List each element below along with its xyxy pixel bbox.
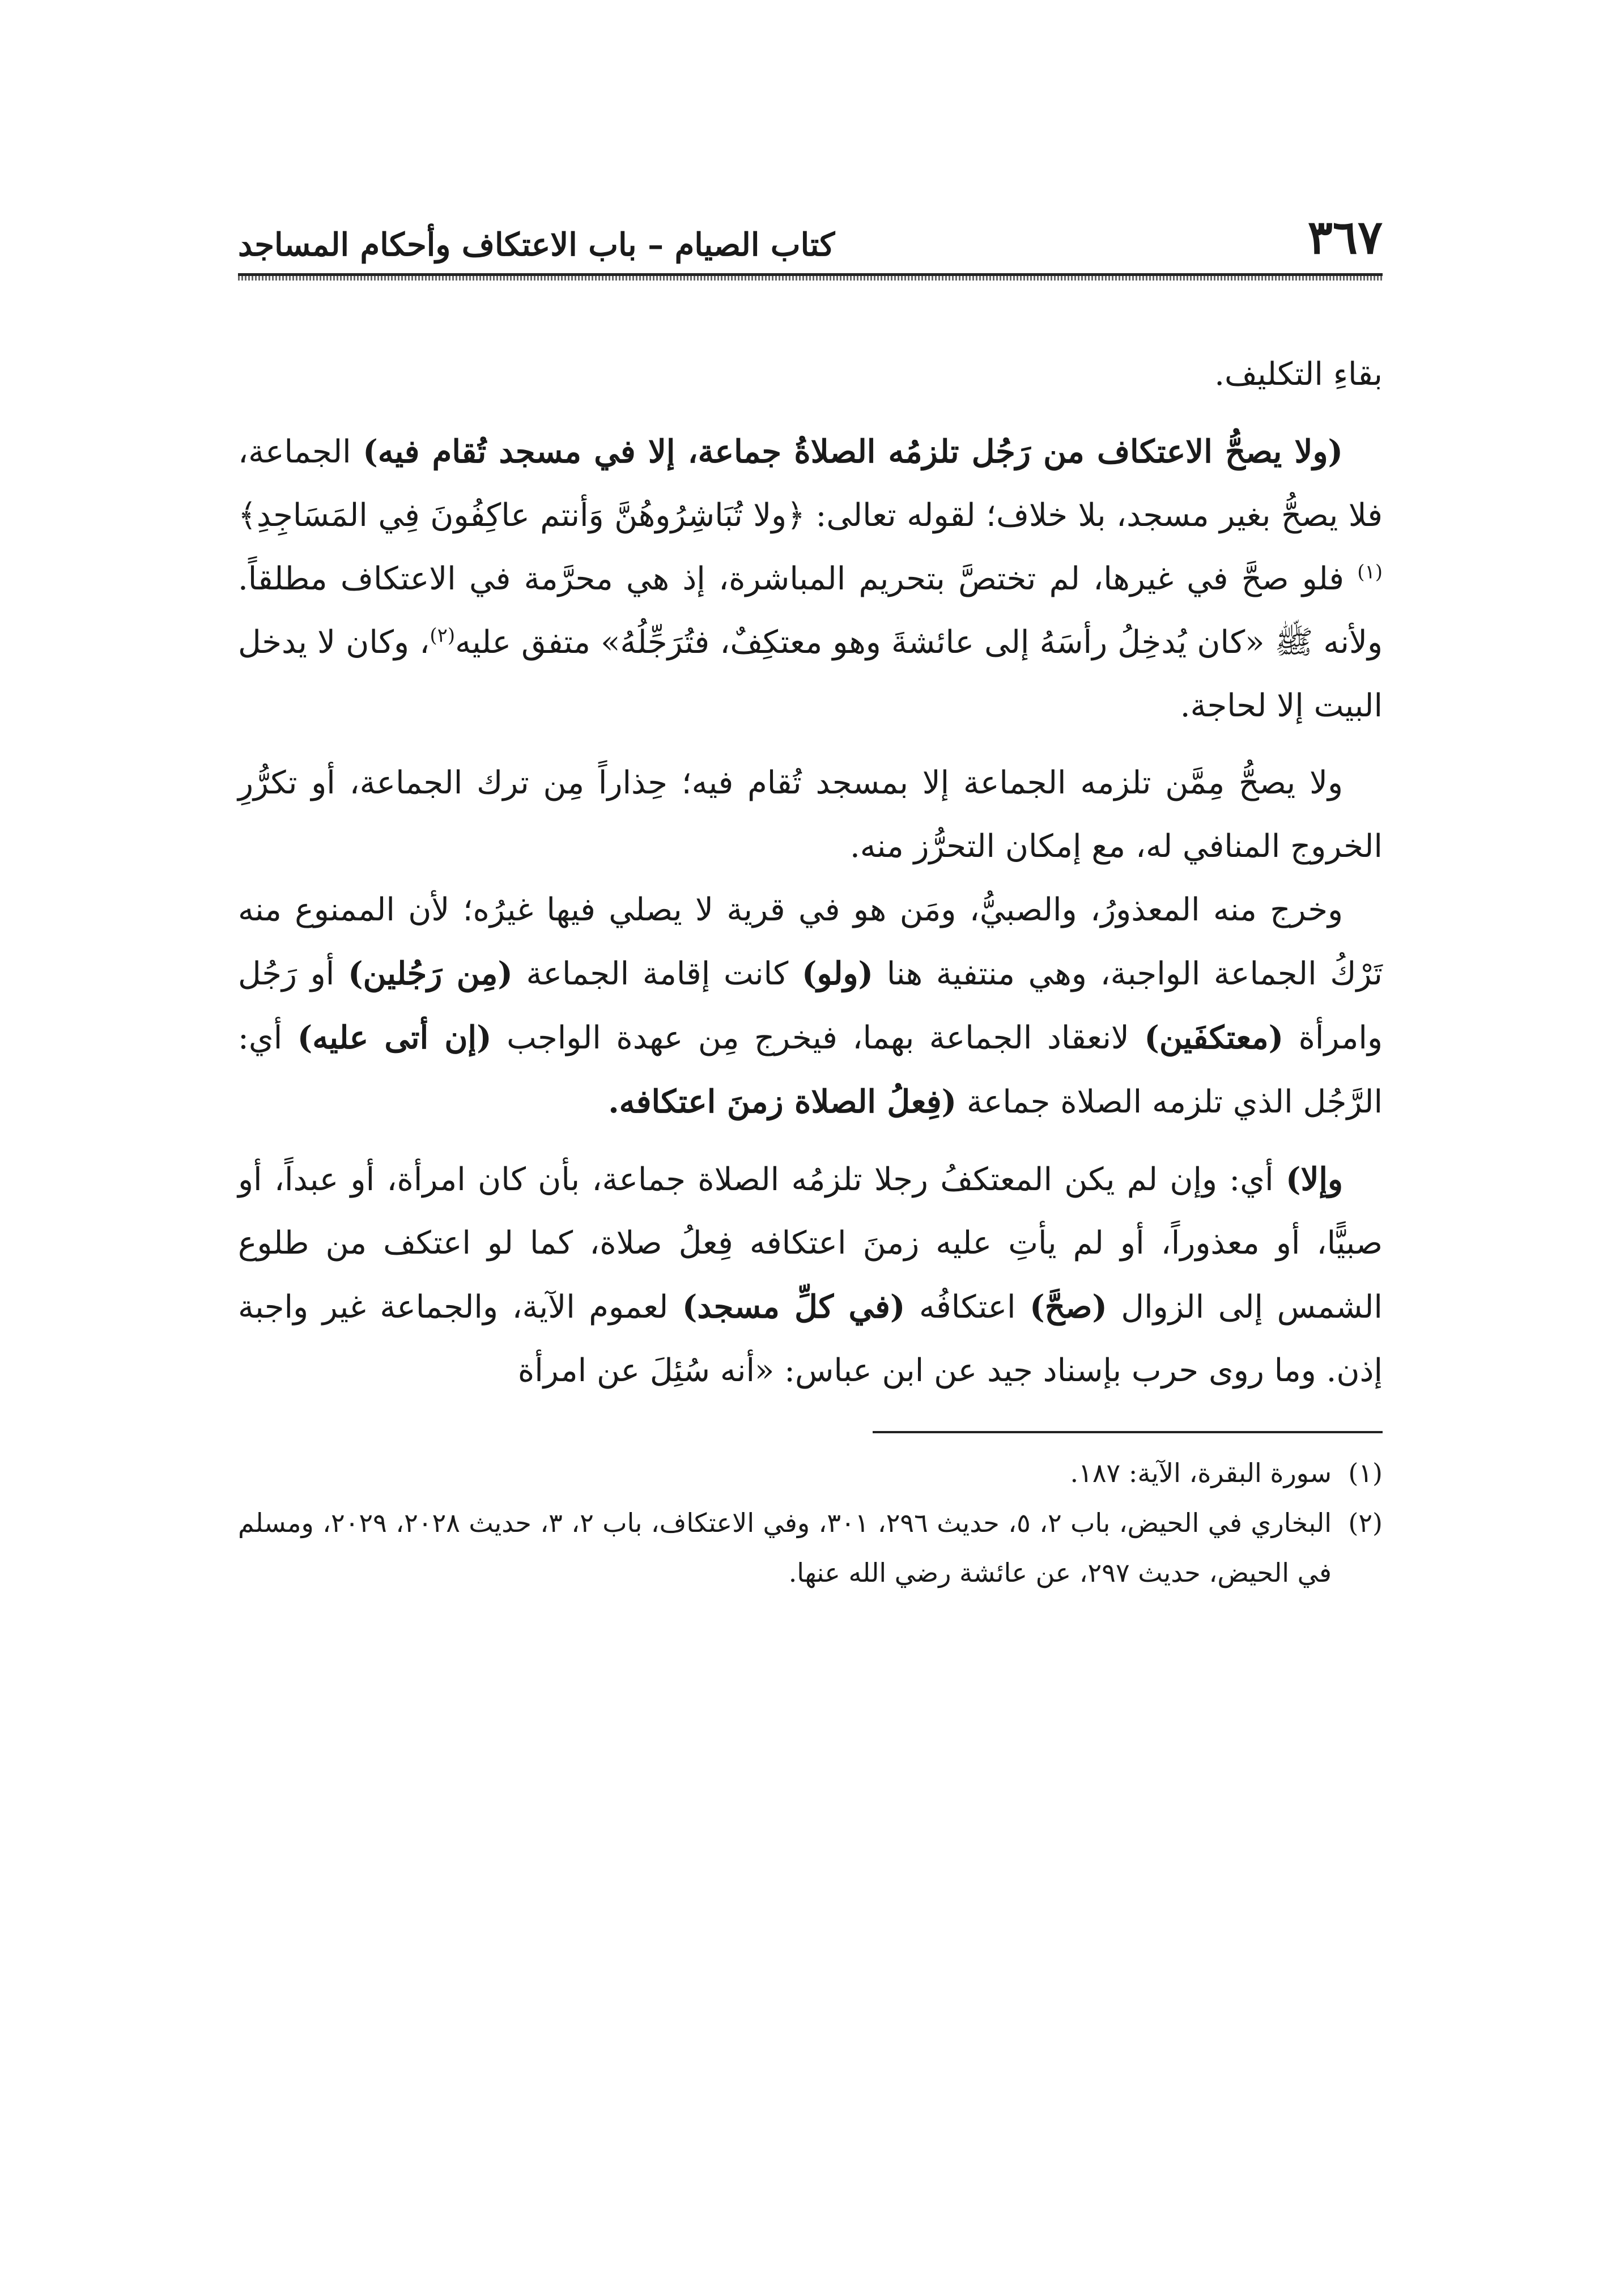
paragraph-5 [238, 1148, 1383, 1403]
main-text [238, 343, 1383, 1403]
footnote-1 [238, 1448, 1383, 1498]
matn-text: (فِعلُ الصلاة زمنَ اعتكافه. [608, 1083, 957, 1120]
commentary-text: الجماعة، فلا يصحُّ بغير مسجد، بلا خلاف؛ لقوله تعالى: ﴿ولا تُبَاشِرُوهُنَّ وَأنتم عاكِفُونَ فِي المَسَاجِدِ﴾ [238, 434, 1383, 534]
commentary-text: أو رَجُل وامرأة [238, 956, 1383, 1056]
footnote-number: (١) [1348, 1458, 1383, 1488]
footnote-text: سورة البقرة، الآية: ١٨٧. [1070, 1458, 1332, 1488]
matn-text: (ولا يصحُّ الاعتكاف من رَجُل تلزمُه الصلاةُ جماعة، إلا في مسجد تُقام فيه) [363, 433, 1343, 470]
footnote-ref-1[interactable]: (١) [1357, 560, 1383, 584]
matn-text: (صحَّ) [1030, 1288, 1107, 1326]
running-title: كتاب الصيام – باب الاعتكاف وأحكام المساجد [238, 226, 835, 264]
paragraph-4 [238, 878, 1383, 1134]
footnote-ref-2[interactable]: (٢) [430, 624, 456, 647]
matn-text: وإلا) [1285, 1161, 1344, 1198]
matn-text: (في كلِّ مسجد) [682, 1288, 905, 1326]
commentary-text: لانعقاد الجماعة بهما، فيخرج مِن عهدة الواجب [491, 1020, 1145, 1056]
commentary-text: ، وكان لا يدخل البيت إلا لحاجة. [238, 624, 1383, 724]
matn-text: (مِن رَجُلين) [348, 955, 513, 992]
commentary-text: أي: الرَّجُل الذي تلزمه الصلاة جماعة [238, 1020, 1383, 1120]
paragraph-2 [238, 420, 1383, 738]
header-divider [238, 273, 1383, 281]
footnote-divider [873, 1431, 1383, 1433]
commentary-text: اعتكافُه [905, 1289, 1030, 1326]
matn-text: (ولو) [801, 955, 874, 992]
footnote-2 [238, 1498, 1383, 1598]
commentary-text: أي: وإن لم يكن المعتكفُ رجلا تلزمُه الصلاة جماعة، بأن كان امرأة، أو عبداً، أو صبيًّا، أو معذوراً، أو لم يأتِ عليه زمنَ اعتكافه فِعلُ صلاة، كما لو اعتكف من طلوع الشمس إلى الزوال [238, 1161, 1383, 1326]
paragraph-3: ولا يصحُّ مِمَّن تلزمه الجماعة إلا بمسجد تُقام فيه؛ حِذاراً مِن ترك الجماعة، أو تكرُّرِ الخروج المنافي له، مع إمكان التحرُّز منه. [238, 765, 1383, 865]
footnote-text: البخاري في الحيض، باب ٢، ٥، حديث ٢٩٦، ٣٠١، وفي الاعتكاف، باب ٢، ٣، حديث ٢٠٢٨، ٢٠٢٩، ومسلم في الحيض، حديث ٢٩٧، عن عائشة رضي الله عنها. [238, 1508, 1332, 1588]
matn-text: (إن أتى عليه) [297, 1019, 492, 1056]
matn-text: (معتكفَين) [1144, 1019, 1284, 1056]
page-header [238, 170, 1383, 273]
commentary-text: كانت إقامة الجماعة [512, 956, 802, 992]
book-page [238, 170, 1383, 2188]
commentary-text: لعموم الآية، والجماعة غير واجبة إذن. وما روى حرب بإسناد جيد عن ابن عباس: «أنه سُئِلَ عن امرأة [238, 1289, 1383, 1389]
page-number: ٣٦٧ [1307, 210, 1383, 265]
footnotes [238, 1448, 1383, 1598]
paragraph-1: بقاءِ التكليف. [1214, 356, 1383, 393]
footnote-number: (٢) [1348, 1508, 1383, 1538]
commentary-text: فلو صحَّ في غيرها، لم تختصَّ بتحريم المباشرة، إذ هي محرَّمة في الاعتكاف مطلقاً. ولأنه ﷺ «كان يُدخِلُ رأسَهُ إلى عائشةَ وهو معتكِفٌ، فتُرَجِّلُهُ» متفق عليه [238, 560, 1383, 661]
commentary-text: وخرج منه المعذورُ، والصبيُّ، ومَن هو في قرية لا يصلي فيها غيرُه؛ لأن الممنوع منه تَرْكُ الجماعة الواجبة، وهي منتفية هنا [238, 891, 1383, 992]
